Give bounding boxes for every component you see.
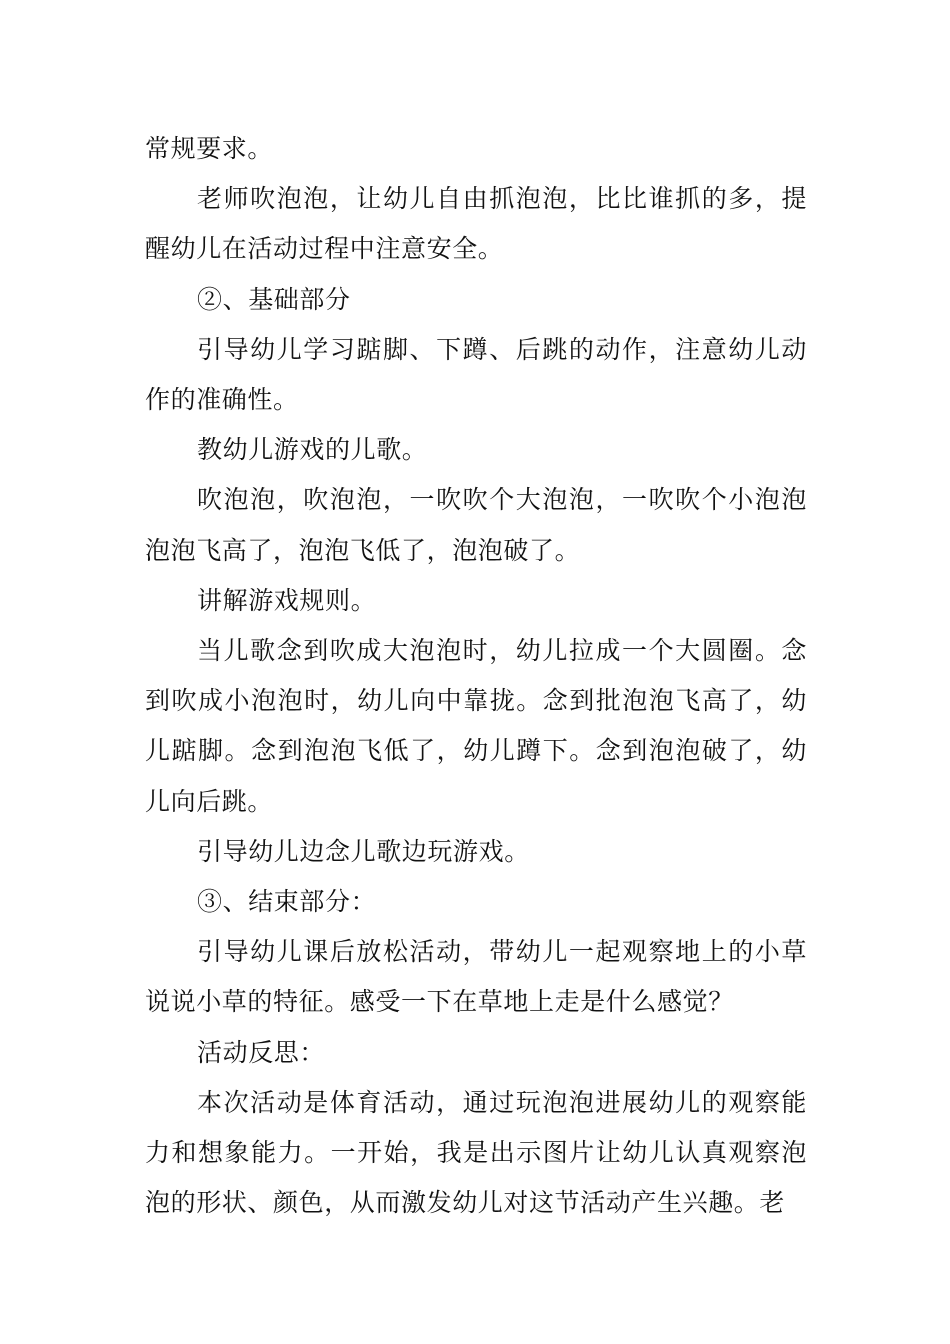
- game-rules: 当儿歌念到吹成大泡泡时，幼儿拉成一个大圆圈。念到吹成小泡泡时，幼儿向中靠拢。念到批泡泡飞高了，幼儿踮脚。念到泡泡飞低了，幼儿蹲下。念到泡泡破了，幼儿向后跳。: [145, 636, 807, 816]
- reflection-text: 本次活动是体育活动，通过玩泡泡进展幼儿的观察能力和想象能力。一开始，我是出示图片让幼儿认真观察泡泡的形状、颜色，从而激发幼儿对这节活动产生兴趣。老: [145, 1087, 807, 1218]
- paragraph-5: 教幼儿游戏的儿歌。: [197, 435, 428, 465]
- paragraph-7: 讲解游戏规则。: [197, 585, 377, 615]
- section-heading-reflection: 活动反思：: [197, 1037, 326, 1067]
- paragraph-9: 引导幼儿边念儿歌边玩游戏。: [197, 836, 530, 866]
- paragraph-2: 老师吹泡泡，让幼儿自由抓泡泡，比比谁抓的多，提醒幼儿在活动过程中注意安全。: [145, 184, 807, 264]
- section-heading-ending: ③、结束部分：: [197, 887, 377, 917]
- section-heading-basic: ②、基础部分: [197, 284, 351, 314]
- document-body: [145, 124, 807, 1228]
- song-lyrics: 吹泡泡，吹泡泡，一吹吹个大泡泡，一吹吹个小泡泡泡泡飞高了，泡泡飞低了，泡泡破了。: [145, 485, 807, 565]
- paragraph-1: 常规要求。: [145, 134, 274, 163]
- paragraph-4: 引导幼儿学习踮脚、下蹲、后跳的动作，注意幼儿动作的准确性。: [145, 334, 807, 415]
- paragraph-11: 引导幼儿课后放松活动，带幼儿一起观察地上的小草说说小草的特征。感受一下在草地上走是什么感觉？: [145, 937, 807, 1017]
